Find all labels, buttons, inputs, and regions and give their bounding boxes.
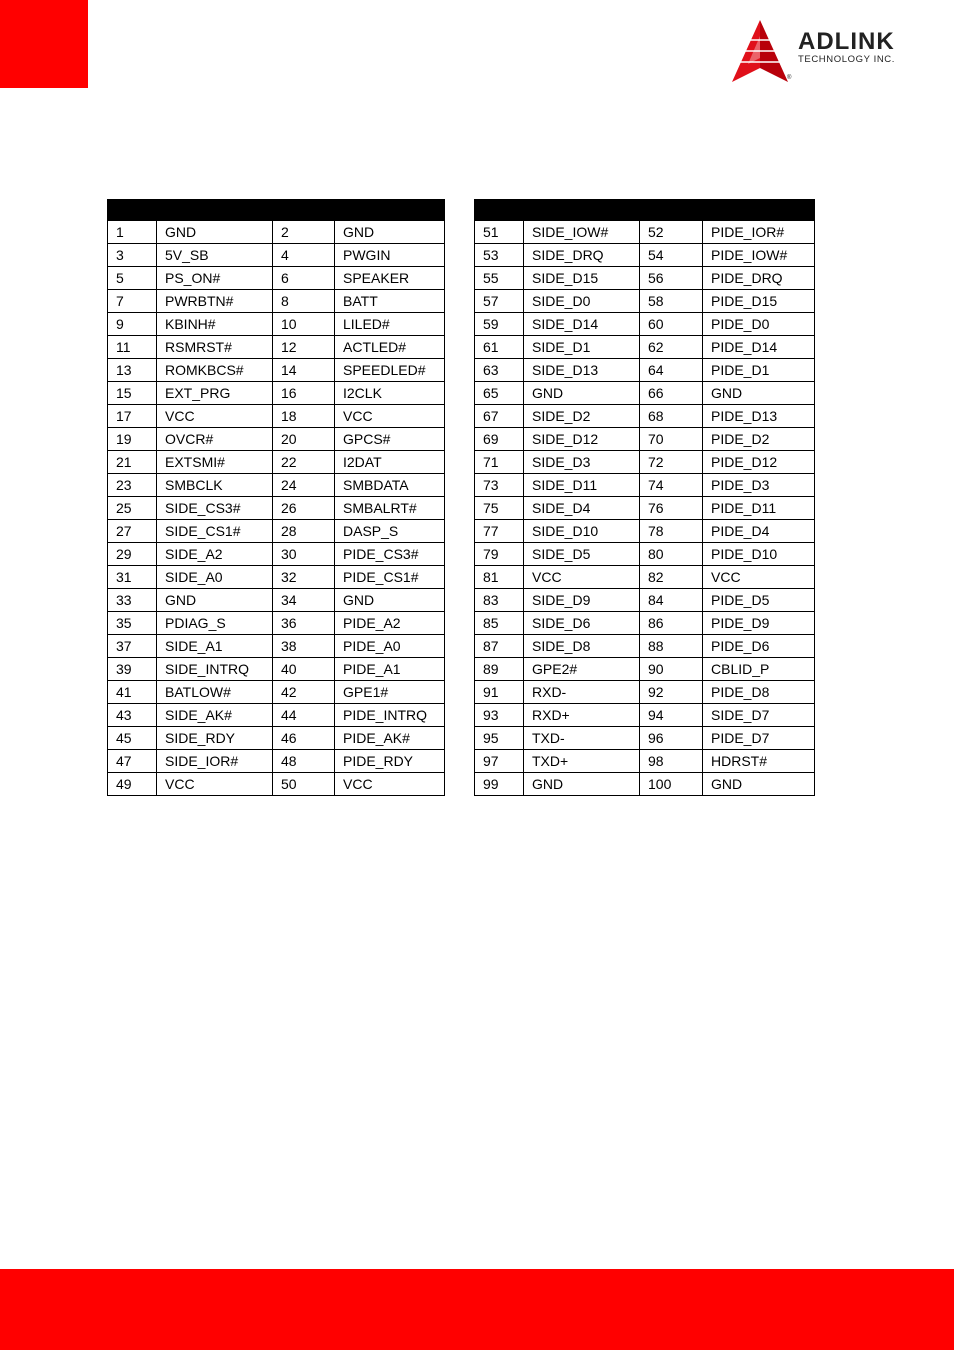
pin-number: 24: [273, 474, 335, 497]
pin-number: 28: [273, 520, 335, 543]
pin-number: 51: [475, 221, 524, 244]
table-row: [108, 405, 445, 428]
table-row: [475, 359, 815, 382]
signal-name: SIDE_D2: [524, 405, 640, 428]
signal-name: TXD-: [524, 727, 640, 750]
signal-name: SIDE_IOW#: [524, 221, 640, 244]
table-row: [475, 336, 815, 359]
pin-number: 21: [108, 451, 157, 474]
table-row: [108, 428, 445, 451]
pin-number: 74: [640, 474, 703, 497]
signal-name: PIDE_D5: [703, 589, 815, 612]
pin-number: 2: [273, 221, 335, 244]
signal-name: SIDE_DRQ: [524, 244, 640, 267]
signal-name: 5V_SB: [157, 244, 273, 267]
company-logo: [724, 18, 936, 84]
pin-number: 53: [475, 244, 524, 267]
signal-name: VCC: [157, 773, 273, 796]
pin-number: 73: [475, 474, 524, 497]
pin-number: 70: [640, 428, 703, 451]
pin-number: 41: [108, 681, 157, 704]
signal-name: CBLID_P: [703, 658, 815, 681]
logo-wordmark: ADLINK: [798, 28, 895, 55]
pin-number: 1: [108, 221, 157, 244]
signal-name: SIDE_D4: [524, 497, 640, 520]
pin-number: 6: [273, 267, 335, 290]
signal-name: SIDE_CS3#: [157, 497, 273, 520]
table-row: [475, 267, 815, 290]
signal-name: RXD+: [524, 704, 640, 727]
signal-name: SIDE_D14: [524, 313, 640, 336]
signal-name: VCC: [335, 773, 445, 796]
signal-name: PIDE_CS1#: [335, 566, 445, 589]
pin-number: 75: [475, 497, 524, 520]
pin-number: 32: [273, 566, 335, 589]
table-row: [475, 750, 815, 773]
table-row: [108, 382, 445, 405]
signal-name: GND: [157, 221, 273, 244]
pin-number: 33: [108, 589, 157, 612]
pin-number: 55: [475, 267, 524, 290]
signal-name: VCC: [524, 566, 640, 589]
signal-name: GND: [335, 589, 445, 612]
signal-name: PIDE_D1: [703, 359, 815, 382]
signal-name: SIDE_CS1#: [157, 520, 273, 543]
pin-number: 46: [273, 727, 335, 750]
signal-name: PIDE_IOR#: [703, 221, 815, 244]
signal-name: GPE2#: [524, 658, 640, 681]
signal-name: I2DAT: [335, 451, 445, 474]
pin-number: 13: [108, 359, 157, 382]
signal-name: PIDE_D3: [703, 474, 815, 497]
pin-number: 29: [108, 543, 157, 566]
table-row: [108, 221, 445, 244]
table-row: [475, 543, 815, 566]
table-row: [108, 658, 445, 681]
signal-name: PWRBTN#: [157, 290, 273, 313]
signal-name: DASP_S: [335, 520, 445, 543]
signal-name: GND: [703, 773, 815, 796]
table-row: [475, 405, 815, 428]
pinout-table-left: [107, 199, 445, 796]
pin-number: 95: [475, 727, 524, 750]
signal-name: PIDE_INTRQ: [335, 704, 445, 727]
table-row: [108, 497, 445, 520]
table-row: [475, 497, 815, 520]
signal-name: ACTLED#: [335, 336, 445, 359]
table-row: [108, 474, 445, 497]
pin-number: 59: [475, 313, 524, 336]
signal-name: KBINH#: [157, 313, 273, 336]
pin-number: 97: [475, 750, 524, 773]
table-row: [108, 313, 445, 336]
signal-name: I2CLK: [335, 382, 445, 405]
signal-name: SIDE_D15: [524, 267, 640, 290]
signal-name: SIDE_D12: [524, 428, 640, 451]
pin-number: 22: [273, 451, 335, 474]
pin-number: 27: [108, 520, 157, 543]
pin-number: 45: [108, 727, 157, 750]
pin-number: 5: [108, 267, 157, 290]
pin-number: 4: [273, 244, 335, 267]
signal-name: PWGIN: [335, 244, 445, 267]
signal-name: PDIAG_S: [157, 612, 273, 635]
pin-number: 40: [273, 658, 335, 681]
pin-number: 36: [273, 612, 335, 635]
pin-number: 86: [640, 612, 703, 635]
signal-name: SIDE_D3: [524, 451, 640, 474]
pin-number: 83: [475, 589, 524, 612]
table-row: [108, 704, 445, 727]
table-row: [475, 658, 815, 681]
pin-number: 84: [640, 589, 703, 612]
table-row: [475, 635, 815, 658]
signal-name: PIDE_D2: [703, 428, 815, 451]
signal-name: SIDE_D7: [703, 704, 815, 727]
signal-name: LILED#: [335, 313, 445, 336]
pin-number: 50: [273, 773, 335, 796]
table-row: [475, 612, 815, 635]
table-row: [475, 451, 815, 474]
pin-number: 18: [273, 405, 335, 428]
signal-name: PIDE_CS3#: [335, 543, 445, 566]
pin-number: 61: [475, 336, 524, 359]
footer-accent-bar: [0, 1269, 954, 1350]
signal-name: SIDE_A0: [157, 566, 273, 589]
table-row: [475, 704, 815, 727]
signal-name: SMBALRT#: [335, 497, 445, 520]
table-row: [108, 635, 445, 658]
signal-name: SIDE_AK#: [157, 704, 273, 727]
pin-number: 71: [475, 451, 524, 474]
pin-number: 17: [108, 405, 157, 428]
pin-number: 77: [475, 520, 524, 543]
pin-number: 90: [640, 658, 703, 681]
signal-name: SIDE_A2: [157, 543, 273, 566]
signal-name: SMBDATA: [335, 474, 445, 497]
pin-number: 16: [273, 382, 335, 405]
pin-number: 100: [640, 773, 703, 796]
signal-name: PIDE_A0: [335, 635, 445, 658]
signal-name: BATT: [335, 290, 445, 313]
signal-name: PIDE_D8: [703, 681, 815, 704]
table-row: [108, 612, 445, 635]
pin-number: 82: [640, 566, 703, 589]
pin-number: 67: [475, 405, 524, 428]
pin-number: 62: [640, 336, 703, 359]
table-row: [108, 566, 445, 589]
pin-number: 37: [108, 635, 157, 658]
table-row: [108, 290, 445, 313]
pin-number: 7: [108, 290, 157, 313]
pin-number: 47: [108, 750, 157, 773]
signal-name: SMBCLK: [157, 474, 273, 497]
pin-number: 25: [108, 497, 157, 520]
pin-number: 60: [640, 313, 703, 336]
pin-number: 68: [640, 405, 703, 428]
signal-name: PIDE_AK#: [335, 727, 445, 750]
pin-number: 93: [475, 704, 524, 727]
table-row: [475, 382, 815, 405]
signal-name: SPEEDLED#: [335, 359, 445, 382]
signal-name: SIDE_D0: [524, 290, 640, 313]
pin-number: 64: [640, 359, 703, 382]
table-row: [475, 313, 815, 336]
pin-number: 44: [273, 704, 335, 727]
pin-number: 96: [640, 727, 703, 750]
signal-name: GPCS#: [335, 428, 445, 451]
pin-number: 54: [640, 244, 703, 267]
table-row: [475, 727, 815, 750]
pin-number: 58: [640, 290, 703, 313]
signal-name: SIDE_D5: [524, 543, 640, 566]
signal-name: TXD+: [524, 750, 640, 773]
pin-number: 72: [640, 451, 703, 474]
signal-name: PIDE_A1: [335, 658, 445, 681]
signal-name: PIDE_D9: [703, 612, 815, 635]
signal-name: RXD-: [524, 681, 640, 704]
signal-name: PIDE_IOW#: [703, 244, 815, 267]
pin-number: 56: [640, 267, 703, 290]
signal-name: SIDE_RDY: [157, 727, 273, 750]
signal-name: PS_ON#: [157, 267, 273, 290]
pin-number: 78: [640, 520, 703, 543]
table-row: [108, 451, 445, 474]
signal-name: SIDE_D8: [524, 635, 640, 658]
signal-name: SIDE_D9: [524, 589, 640, 612]
pin-number: 91: [475, 681, 524, 704]
pin-number: 23: [108, 474, 157, 497]
signal-name: EXTSMI#: [157, 451, 273, 474]
pin-number: 34: [273, 589, 335, 612]
table-row: [108, 244, 445, 267]
logo-tagline: TECHNOLOGY INC.: [798, 54, 895, 65]
signal-name: GND: [335, 221, 445, 244]
pin-number: 12: [273, 336, 335, 359]
pin-number: 10: [273, 313, 335, 336]
table-row: [108, 727, 445, 750]
table-row: [108, 750, 445, 773]
signal-name: GND: [524, 382, 640, 405]
pin-number: 79: [475, 543, 524, 566]
table-row: [108, 359, 445, 382]
signal-name: PIDE_D6: [703, 635, 815, 658]
pin-number: 38: [273, 635, 335, 658]
table-header-row: [108, 200, 445, 221]
signal-name: SIDE_D13: [524, 359, 640, 382]
table-row: [475, 428, 815, 451]
pin-number: 19: [108, 428, 157, 451]
pin-number: 43: [108, 704, 157, 727]
pin-number: 42: [273, 681, 335, 704]
pin-number: 48: [273, 750, 335, 773]
signal-name: SIDE_D1: [524, 336, 640, 359]
pin-number: 57: [475, 290, 524, 313]
signal-name: GND: [157, 589, 273, 612]
signal-name: SIDE_D11: [524, 474, 640, 497]
pin-number: 26: [273, 497, 335, 520]
table-row: [108, 267, 445, 290]
pin-number: 89: [475, 658, 524, 681]
signal-name: SIDE_INTRQ: [157, 658, 273, 681]
pin-number: 85: [475, 612, 524, 635]
signal-name: PIDE_D13: [703, 405, 815, 428]
pin-number: 99: [475, 773, 524, 796]
pin-number: 87: [475, 635, 524, 658]
table-row: [475, 773, 815, 796]
pin-number: 15: [108, 382, 157, 405]
table-row: [475, 290, 815, 313]
pin-number: 80: [640, 543, 703, 566]
signal-name: SIDE_IOR#: [157, 750, 273, 773]
pin-number: 81: [475, 566, 524, 589]
pin-number: 94: [640, 704, 703, 727]
pin-number: 14: [273, 359, 335, 382]
signal-name: VCC: [157, 405, 273, 428]
table-row: [475, 681, 815, 704]
corner-accent-block: [0, 0, 88, 88]
signal-name: OVCR#: [157, 428, 273, 451]
signal-name: PIDE_D12: [703, 451, 815, 474]
pin-number: 66: [640, 382, 703, 405]
signal-name: PIDE_D4: [703, 520, 815, 543]
table-row: [108, 681, 445, 704]
signal-name: PIDE_D14: [703, 336, 815, 359]
signal-name: VCC: [703, 566, 815, 589]
signal-name: GND: [524, 773, 640, 796]
pin-number: 98: [640, 750, 703, 773]
signal-name: SIDE_D6: [524, 612, 640, 635]
table-row: [475, 589, 815, 612]
signal-name: HDRST#: [703, 750, 815, 773]
signal-name: PIDE_D0: [703, 313, 815, 336]
signal-name: PIDE_D15: [703, 290, 815, 313]
pin-number: 76: [640, 497, 703, 520]
signal-name: PIDE_A2: [335, 612, 445, 635]
signal-name: GND: [703, 382, 815, 405]
pin-number: 11: [108, 336, 157, 359]
table-row: [475, 520, 815, 543]
pin-number: 65: [475, 382, 524, 405]
table-header-row: [475, 200, 815, 221]
pin-number: 9: [108, 313, 157, 336]
table-row: [108, 589, 445, 612]
table-row: [475, 566, 815, 589]
table-row: [475, 244, 815, 267]
signal-name: PIDE_RDY: [335, 750, 445, 773]
signal-name: SIDE_D10: [524, 520, 640, 543]
signal-name: SPEAKER: [335, 267, 445, 290]
pin-number: 8: [273, 290, 335, 313]
pin-number: 63: [475, 359, 524, 382]
pin-number: 31: [108, 566, 157, 589]
signal-name: SIDE_A1: [157, 635, 273, 658]
pinout-table-right: [474, 199, 815, 796]
pin-number: 35: [108, 612, 157, 635]
pin-number: 88: [640, 635, 703, 658]
signal-name: ROMKBCS#: [157, 359, 273, 382]
table-row: [108, 543, 445, 566]
signal-name: RSMRST#: [157, 336, 273, 359]
table-row: [108, 773, 445, 796]
signal-name: BATLOW#: [157, 681, 273, 704]
table-row: [108, 336, 445, 359]
pin-number: 52: [640, 221, 703, 244]
signal-name: PIDE_DRQ: [703, 267, 815, 290]
pin-number: 49: [108, 773, 157, 796]
logo-triangle-icon: [724, 18, 790, 84]
pin-number: 92: [640, 681, 703, 704]
pin-number: 3: [108, 244, 157, 267]
signal-name: PIDE_D7: [703, 727, 815, 750]
pin-number: 39: [108, 658, 157, 681]
table-row: [108, 520, 445, 543]
signal-name: GPE1#: [335, 681, 445, 704]
signal-name: EXT_PRG: [157, 382, 273, 405]
logo-registered-mark: ®: [787, 75, 792, 81]
pin-number: 69: [475, 428, 524, 451]
table-row: [475, 474, 815, 497]
pin-number: 20: [273, 428, 335, 451]
table-row: [475, 221, 815, 244]
signal-name: PIDE_D11: [703, 497, 815, 520]
signal-name: VCC: [335, 405, 445, 428]
signal-name: PIDE_D10: [703, 543, 815, 566]
pin-number: 30: [273, 543, 335, 566]
